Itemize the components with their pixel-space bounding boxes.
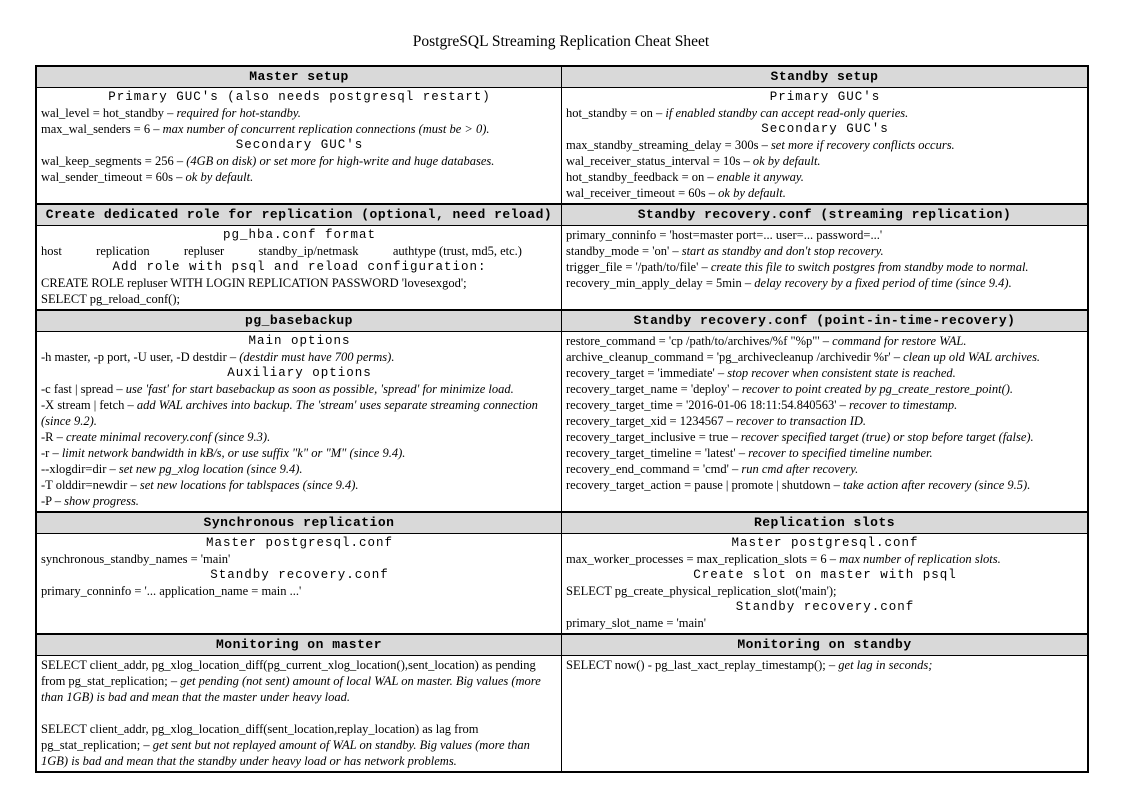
cheat-item: standby_mode = 'on' – start as standby and don't stop recovery.	[566, 244, 884, 258]
section-content-pg-basebackup	[37, 332, 562, 511]
subsection-title: Master postgresql.conf	[205, 536, 394, 550]
code-text: -R	[41, 430, 54, 444]
cheat-item: wal_receiver_status_interval = 10s – ok by default.	[566, 154, 821, 168]
subsection-title: Primary GUC's	[769, 90, 881, 104]
description-text: ok by default.	[718, 186, 786, 200]
section-content-create-dedicated-role-for-replication-optional-need-reload	[37, 226, 562, 309]
code-text: recovery_target_inclusive = true	[566, 430, 729, 444]
description-text: if enabled standby can accept read-only queries.	[665, 106, 909, 120]
description-text: (4GB on disk) or set more for high-write and huge databases.	[186, 154, 495, 168]
subsection-title: Master postgresql.conf	[731, 536, 919, 550]
description-text: get lag in seconds;	[838, 658, 933, 672]
description-text: recover to timestamp.	[849, 398, 958, 412]
cheat-item: recovery_target_action = pause | promote | shutdown – take action after recovery (since 9.5).	[566, 478, 1031, 492]
code-text: wal_keep_segments = 256	[41, 154, 174, 168]
cheat-item: max_wal_senders = 6 – max number of concurrent replication connections (must be > 0).	[41, 122, 490, 136]
subsection-title: Auxiliary options	[227, 366, 372, 380]
description-text: take action after recovery (since 9.5).	[843, 478, 1031, 492]
cheat-item	[566, 583, 1084, 599]
cheat-item: -r – limit network bandwidth in kB/s, or use suffix "k" or "M" (since 9.4).	[41, 446, 406, 460]
subsection-title: Secondary GUC's	[235, 138, 364, 152]
code-text: recovery_target_time = '2016-01-06 18:11:54.840563'	[566, 398, 837, 412]
description-text: recover to specified timeline number.	[748, 446, 933, 460]
cheat-item: -R – create minimal recovery.conf (since 9.3).	[41, 430, 271, 444]
description-text: clean up old WAL archives.	[903, 350, 1041, 364]
description-text: set more if recovery conflicts occurs.	[770, 138, 955, 152]
code-text: trigger_file = '/path/to/file'	[566, 260, 699, 274]
code-text: max_standby_streaming_delay = 300s	[566, 138, 759, 152]
section-header-pg-basebackup: pg_basebackup	[37, 309, 562, 332]
description-text: recover to transaction ID.	[735, 414, 867, 428]
subsection-title: Create slot on master with psql	[693, 568, 957, 582]
section-content-monitoring-on-standby	[562, 656, 1087, 771]
subsection-title: Add role with psql and reload configuration:	[112, 260, 487, 274]
description-text: use 'fast' for start basebackup as soon as possible, 'spread' for minimize load.	[125, 382, 514, 396]
cheat-item: wal_sender_timeout = 60s – ok by default.	[41, 170, 254, 184]
section-header-monitoring-on-master: Monitoring on master	[37, 633, 562, 656]
description-text: ok by default.	[185, 170, 254, 184]
description-text: run cmd after recovery.	[741, 462, 859, 476]
cheat-item: max_worker_processes = max_replication_slots = 6 – max number of replication slots.	[566, 552, 1001, 566]
cheat-item: recovery_target = 'immediate' – stop recover when consistent state is reached.	[566, 366, 956, 380]
cheat-item: recovery_target_inclusive = true – recover specified target (true) or stop before target (false).	[566, 430, 1034, 444]
description-text: (destdir must have 700 perms).	[239, 350, 395, 364]
code-text: hot_standby = on	[566, 106, 653, 120]
cheat-item: SELECT client_addr, pg_xlog_location_diff(pg_current_xlog_location(),sent_location) as pending from pg_stat_replication; – get pending (not sent) amount of local WAL on master. Big values (more than 1GB) is bad and mean that the master under heavy load.	[41, 658, 541, 704]
hba-column-value: authtype (trust, md5, etc.)	[392, 244, 522, 258]
cheat-item: max_standby_streaming_delay = 300s – set more if recovery conflicts occurs.	[566, 138, 955, 152]
cheat-sheet-table	[35, 65, 1089, 773]
code-text: recovery_target = 'immediate'	[566, 366, 715, 380]
code-text: hot_standby_feedback = on	[566, 170, 705, 184]
cheat-item: recovery_target_name = 'deploy' – recover to point created by pg_create_restore_point().	[566, 382, 1014, 396]
cheat-item: -c fast | spread – use 'fast' for start basebackup as soon as possible, 'spread' for minimize load.	[41, 382, 514, 396]
cheat-item: restore_command = 'cp /path/to/archives/%f "%p"' – command for restore WAL.	[566, 334, 967, 348]
section-content-master-setup	[37, 88, 562, 203]
hba-column-value: host	[41, 244, 62, 258]
cheat-item: archive_cleanup_command = 'pg_archivecleanup /archivedir %r' – clean up old WAL archives.	[566, 350, 1041, 364]
cheat-item: recovery_target_timeline = 'latest' – recover to specified timeline number.	[566, 446, 933, 460]
subsection-title: pg_hba.conf format	[222, 228, 377, 242]
code-text: -P	[41, 494, 52, 508]
code-text: recovery_min_apply_delay = 5min	[566, 276, 742, 290]
code-text: synchronous_standby_names = 'main'	[41, 552, 231, 566]
code-text: CREATE ROLE repluser WITH LOGIN REPLICATION PASSWORD 'lovesexgod';	[41, 276, 467, 290]
subsection-title: Secondary GUC's	[761, 122, 889, 136]
cheat-item: recovery_end_command = 'cmd' – run cmd after recovery.	[566, 462, 859, 476]
description-text: delay recovery by a fixed period of time (since 9.4).	[754, 276, 1012, 290]
hba-column-value: standby_ip/netmask	[258, 244, 359, 258]
code-text: recovery_target_action = pause | promote | shutdown	[566, 478, 831, 492]
description-text: ok by default.	[752, 154, 821, 168]
cheat-item: recovery_target_xid = 1234567 – recover to transaction ID.	[566, 414, 867, 428]
section-header-master-setup: Master setup	[37, 67, 562, 88]
cheat-item: trigger_file = '/path/to/file' – create this file to switch postgres from standby mode to normal.	[566, 260, 1029, 274]
description-text: set new pg_xlog location (since 9.4).	[118, 462, 303, 476]
cheat-item	[41, 551, 558, 567]
cheat-item	[566, 615, 1084, 631]
code-text: primary_slot_name = 'main'	[566, 616, 706, 630]
section-header-standby-setup: Standby setup	[562, 67, 1087, 88]
description-text: show progress.	[64, 494, 139, 508]
code-text: standby_mode = 'on'	[566, 244, 670, 258]
code-text: -c fast | spread	[41, 382, 114, 396]
section-header-standby-recovery-conf-point-in-time-recovery: Standby recovery.conf (point-in-time-recovery)	[562, 309, 1087, 332]
description-text: stop recover when consistent state is reached.	[727, 366, 956, 380]
section-content-replication-slots	[562, 534, 1087, 633]
cheat-item: wal_receiver_timeout = 60s – ok by default.	[566, 186, 786, 200]
section-header-create-dedicated-role-for-replication-optional-need-reload: Create dedicated role for replication (optional, need reload)	[37, 203, 562, 226]
code-text: SELECT client_addr, pg_xlog_location_diff(sent_location,replay_location) as lag from pg_stat_replication;	[41, 722, 479, 752]
cheat-item: recovery_target_time = '2016-01-06 18:11:54.840563' – recover to timestamp.	[566, 398, 958, 412]
cheat-item: -T olddir=newdir – set new locations for tablspaces (since 9.4).	[41, 478, 359, 492]
cheat-item	[566, 227, 1084, 243]
description-text: recover specified target (true) or stop before target (false).	[740, 430, 1034, 444]
cheat-item: -P – show progress.	[41, 494, 139, 508]
page-title: PostgreSQL Streaming Replication Cheat Sheet	[412, 33, 710, 50]
code-text: SELECT now() - pg_last_xact_replay_timestamp();	[566, 658, 826, 672]
code-text: -T olddir=newdir	[41, 478, 128, 492]
code-text: archive_cleanup_command = 'pg_archivecleanup /archivedir %r'	[566, 350, 891, 364]
description-text: get pending (not sent) amount of local WAL on master. Big values (more than 1GB) is bad and mean that the master under heavy load.	[41, 674, 541, 704]
code-text: --xlogdir=dir	[41, 462, 107, 476]
section-content-standby-setup	[562, 88, 1087, 203]
code-text: -X stream | fetch	[41, 398, 125, 412]
blank-line	[41, 705, 558, 721]
cheat-item: -h master, -p port, -U user, -D destdir – (destdir must have 700 perms).	[41, 350, 395, 364]
code-text: wal_sender_timeout = 60s	[41, 170, 174, 184]
description-text: start as standby and don't stop recovery.	[681, 244, 884, 258]
description-text: required for hot-standby.	[176, 106, 301, 120]
cheat-item: wal_keep_segments = 256 – (4GB on disk) or set more for high-write and huge databases.	[41, 154, 495, 168]
code-text: wal_receiver_timeout = 60s	[566, 186, 706, 200]
section-content-standby-recovery-conf-streaming-replication	[562, 226, 1087, 309]
cheat-item: hot_standby = on – if enabled standby can accept read-only queries.	[566, 106, 909, 120]
code-text: restore_command = 'cp /path/to/archives/%f "%p"'	[566, 334, 820, 348]
section-content-standby-recovery-conf-point-in-time-recovery	[562, 332, 1087, 511]
cheat-item: SELECT client_addr, pg_xlog_location_diff(sent_location,replay_location) as lag from pg_stat_replication; – get sent but not replayed amount of WAL on standby. Big values (more than 1GB) is bad and mean that the standby under heavy load or has network problems.	[41, 722, 530, 768]
code-text: max_worker_processes = max_replication_slots = 6	[566, 552, 827, 566]
code-text: recovery_end_command = 'cmd'	[566, 462, 729, 476]
code-text: recovery_target_timeline = 'latest'	[566, 446, 736, 460]
section-header-replication-slots: Replication slots	[562, 511, 1087, 534]
description-text: enable it anyway.	[716, 170, 804, 184]
code-text: -h master, -p port, -U user, -D destdir	[41, 350, 227, 364]
section-content-synchronous-replication	[37, 534, 562, 633]
code-text: SELECT client_addr, pg_xlog_location_diff(pg_current_xlog_location(),sent_location) as pending from pg_stat_replication;	[41, 658, 536, 688]
code-text: SELECT pg_create_physical_replication_slot('main');	[566, 584, 837, 598]
code-text: max_wal_senders = 6	[41, 122, 151, 136]
cheat-item: SELECT now() - pg_last_xact_replay_timestamp(); – get lag in seconds;	[566, 658, 933, 672]
code-text: primary_conninfo = 'host=master port=... user=... password=...'	[566, 228, 883, 242]
cheat-item: recovery_min_apply_delay = 5min – delay recovery by a fixed period of time (since 9.4).	[566, 276, 1012, 290]
subsection-title: Primary GUC's (also needs postgresql restart)	[108, 90, 491, 104]
section-header-synchronous-replication: Synchronous replication	[37, 511, 562, 534]
section-header-monitoring-on-standby: Monitoring on standby	[562, 633, 1087, 656]
code-text: primary_conninfo = '... application_name = main ...'	[41, 584, 302, 598]
description-text: add WAL archives into backup. The 'stream' uses separate streaming connection (since 9.2).	[41, 398, 538, 428]
description-text: set new locations for tablspaces (since 9.4).	[139, 478, 359, 492]
subsection-title: Standby recovery.conf	[210, 568, 389, 582]
cheat-item	[41, 583, 558, 599]
description-text: create this file to switch postgres from standby mode to normal.	[710, 260, 1029, 274]
cheat-item: wal_level = hot_standby – required for hot-standby.	[41, 106, 301, 120]
code-text: recovery_target_xid = 1234567	[566, 414, 724, 428]
hba-columns-line	[41, 243, 558, 259]
subsection-title: Main options	[248, 334, 351, 348]
hba-column-value: repluser	[183, 244, 225, 258]
code-text: recovery_target_name = 'deploy'	[566, 382, 730, 396]
cheat-item: -X stream | fetch – add WAL archives into backup. The 'stream' uses separate streaming connection (since 9.2).	[41, 398, 538, 428]
description-text: max number of replication slots.	[839, 552, 1001, 566]
description-text: create minimal recovery.conf (since 9.3).	[66, 430, 271, 444]
code-text: wal_receiver_status_interval = 10s	[566, 154, 741, 168]
description-text: get sent but not replayed amount of WAL on standby. Big values (more than 1GB) is bad and mean that the standby under heavy load or has network problems.	[41, 738, 530, 768]
description-text: command for restore WAL.	[832, 334, 967, 348]
subsection-title: Standby recovery.conf	[735, 600, 915, 614]
cheat-item: hot_standby_feedback = on – enable it anyway.	[566, 170, 804, 184]
section-header-standby-recovery-conf-streaming-replication: Standby recovery.conf (streaming replication)	[562, 203, 1087, 226]
cheat-item	[41, 275, 558, 291]
cheat-item	[41, 291, 558, 307]
section-content-monitoring-on-master	[37, 656, 562, 771]
code-text: -r	[41, 446, 50, 460]
description-text: max number of concurrent replication connections (must be > 0).	[162, 122, 490, 136]
hba-column-value: replication	[96, 244, 150, 258]
description-text: recover to point created by pg_create_restore_point().	[741, 382, 1014, 396]
cheat-item: --xlogdir=dir – set new pg_xlog location (since 9.4).	[41, 462, 303, 476]
code-text: SELECT pg_reload_conf();	[41, 292, 180, 306]
code-text: wal_level = hot_standby	[41, 106, 164, 120]
description-text: limit network bandwidth in kB/s, or use suffix "k" or "M" (since 9.4).	[61, 446, 406, 460]
